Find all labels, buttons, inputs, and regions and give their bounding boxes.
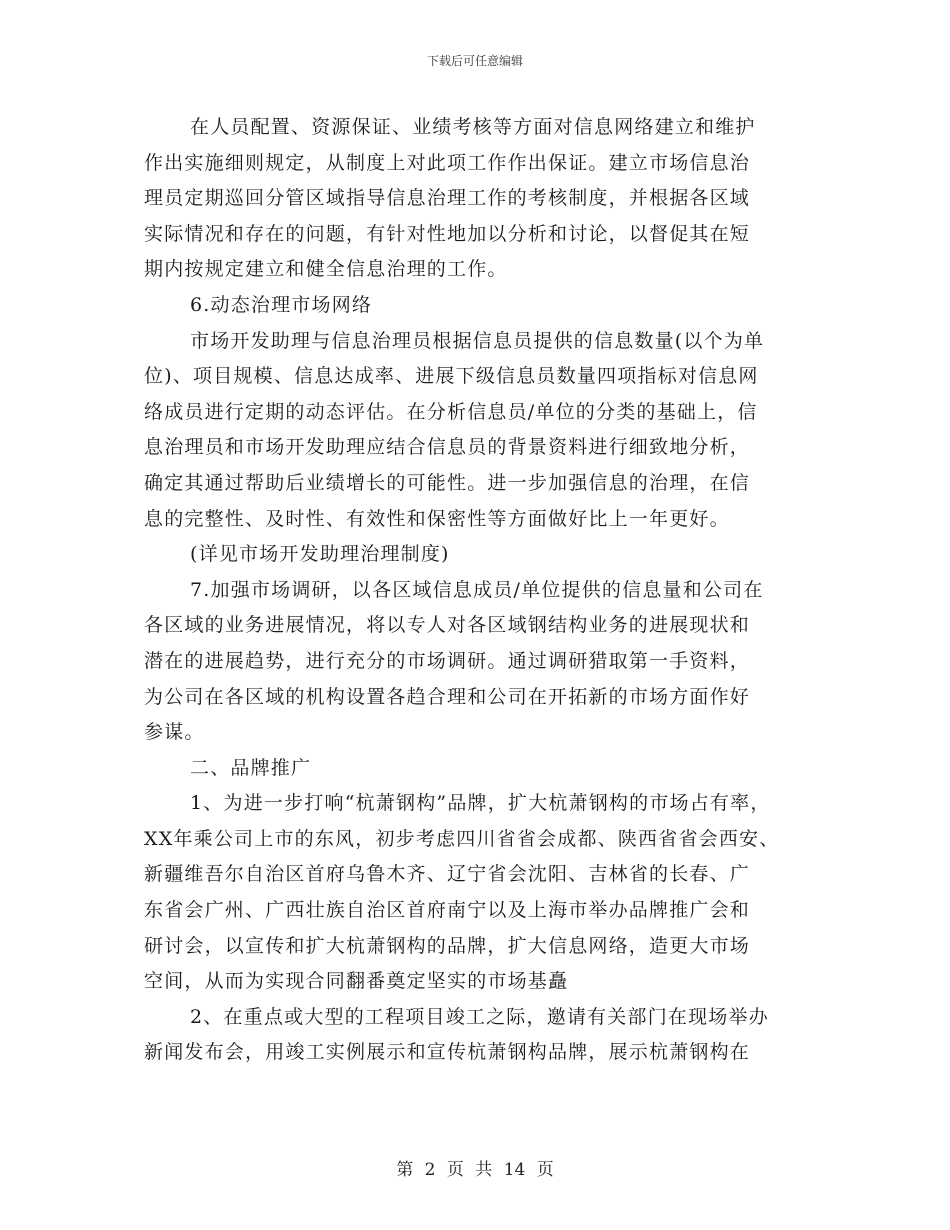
page-footer: 第 2 页 共 14 页 — [396, 1160, 554, 1180]
paragraph-line: 位)、项目规模、信息达成率、进展下级信息员数量四项指标对信息网 — [144, 365, 759, 388]
paragraph-line: 研讨会，以宣传和扩大杭萧钢构的品牌，扩大信息网络，造更大市场 — [144, 934, 751, 957]
paragraph-line: 7.加强市场调研，以各区域信息成员/单位提供的信息量和公司在 — [190, 578, 764, 601]
paragraph-line: 2、在重点或大型的工程项目竣工之际，邀请有关部门在现场举办 — [190, 1005, 769, 1028]
paragraph-line: 参谋。 — [144, 721, 205, 744]
paragraph-line: 息的完整性、及时性、有效性和保密性等方面做好比上一年更好。 — [144, 507, 730, 530]
paragraph-line: 理员定期巡回分管区域指导信息治理工作的考核制度，并根据各区域 — [144, 187, 751, 210]
paragraph-line: 络成员进行定期的动态评估。在分析信息员/单位的分类的基础上，信 — [144, 400, 758, 423]
section-heading: 二、品牌推广 — [190, 756, 312, 779]
paragraph-line: 空间，从而为实现合同翻番奠定坚实的市场基矗 — [144, 970, 569, 993]
paragraph-line: (详见市场开发助理治理制度) — [190, 543, 450, 566]
paragraph-line: 确定其通过帮助后业绩增长的可能性。进一步加强信息的治理，在信 — [144, 471, 751, 494]
paragraph-line: 新疆维吾尔自治区首府乌鲁木齐、辽宁省会沈阳、吉林省的长春、广 — [144, 863, 751, 886]
paragraph-line: 东省会广州、广西壮族自治区首府南宁以及上海市举办品牌推广会和 — [144, 899, 751, 922]
paragraph-line: 1、为进一步打响“杭萧钢构”品牌，扩大杭萧钢构的市场占有率， — [190, 792, 771, 815]
paragraph-line: 实际情况和存在的问题，有针对性地加以分析和讨论，以督促其在短 — [144, 222, 751, 245]
paragraph-line: 作出实施细则规定，从制度上对此项工作作出保证。建立市场信息治 — [144, 151, 751, 174]
page-header: 下载后可任意编辑 — [426, 54, 523, 68]
paragraph-line: 在人员配置、资源保证、业绩考核等方面对信息网络建立和维护 — [190, 116, 756, 138]
paragraph-line: 各区域的业务进展情况，将以专人对各区域钢结构业务的进展现状和 — [144, 614, 751, 637]
paragraph-line: 新闻发布会，用竣工实例展示和宣传杭萧钢构品牌，展示杭萧钢构在 — [144, 1041, 751, 1064]
paragraph-line: 期内按规定建立和健全信息治理的工作。 — [144, 258, 508, 281]
paragraph-line: 为公司在各区域的机构设置各趋合理和公司在开拓新的市场方面作好 — [144, 685, 751, 708]
section-heading: 6.动态治理市场网络 — [190, 293, 373, 316]
paragraph-line: XX年乘公司上市的东风，初步考虑四川省省会成都、陕西省省会西安、 — [144, 827, 780, 850]
paragraph-line: 潜在的进展趋势，进行充分的市场调研。通过调研猎取第一手资料， — [144, 649, 751, 672]
document-body — [144, 110, 824, 1071]
paragraph-line: 息治理员和市场开发助理应结合信息员的背景资料进行细致地分析， — [144, 436, 751, 459]
paragraph-line: 市场开发助理与信息治理员根据信息员提供的信息数量(以个为单 — [190, 329, 765, 352]
